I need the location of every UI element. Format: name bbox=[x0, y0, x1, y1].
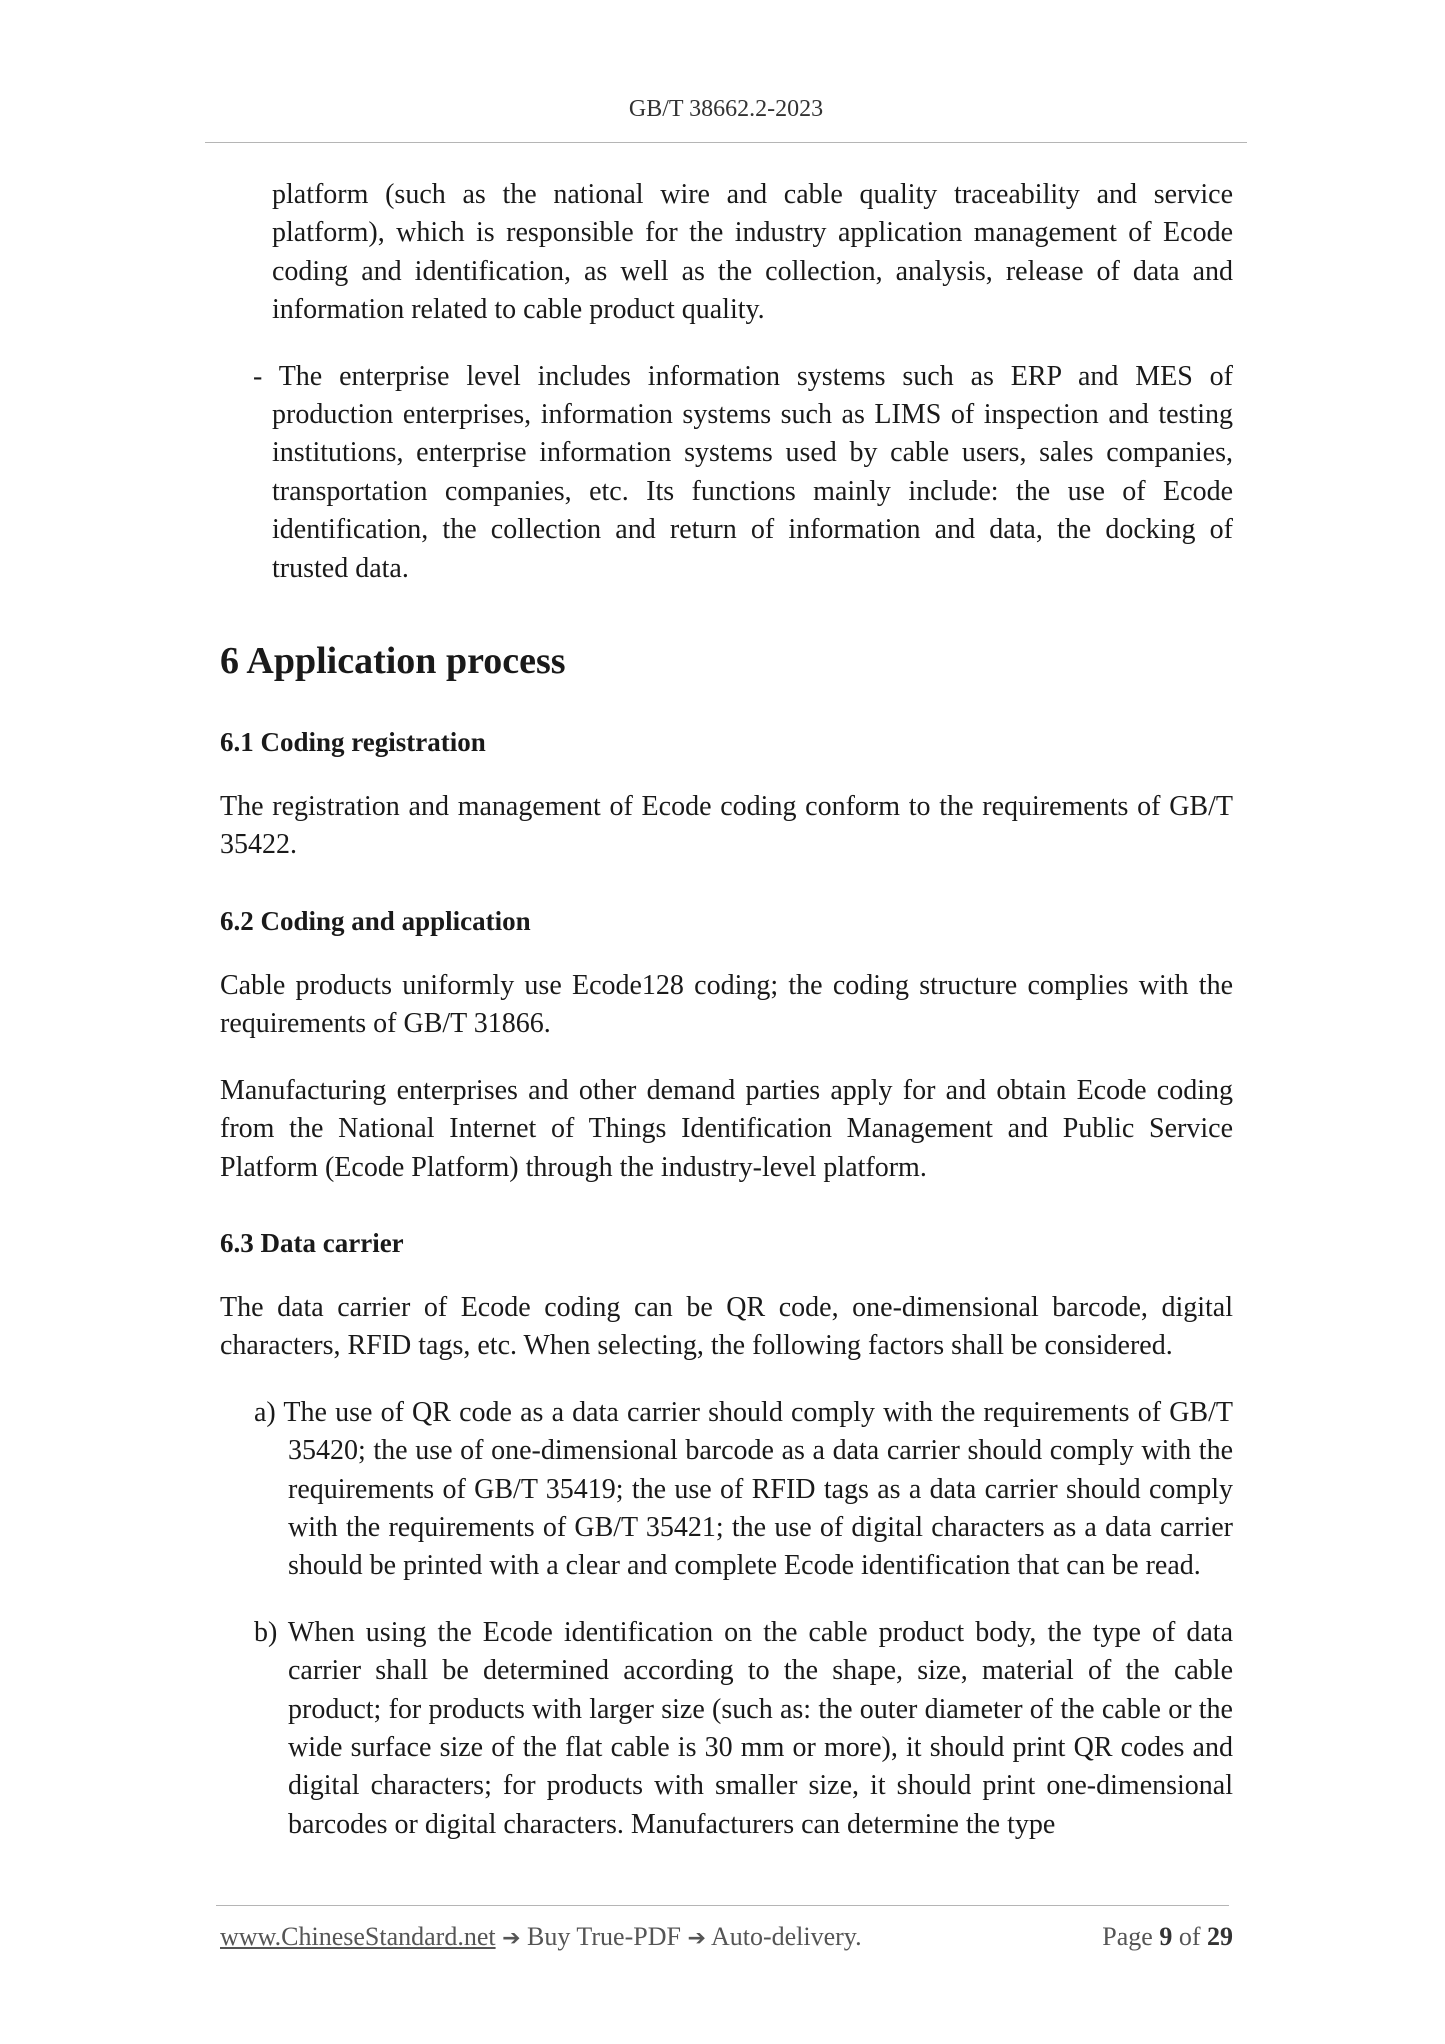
standard-number: GB/T 38662.2-2023 bbox=[628, 96, 824, 122]
section-6-2-paragraph-2: Manufacturing enterprises and other demand parties apply for and obtain Ecode coding from the National Internet of Things Identification Management and Public Service Platform (Ecode Platform) through the industry-level platform. bbox=[220, 1074, 1233, 1183]
auto-delivery-text: Auto-delivery. bbox=[710, 1922, 862, 1951]
section-6-2-heading: 6.2 Coding and application bbox=[220, 905, 531, 936]
enterprise-level-text: The enterprise level includes information systems such as ERP and MES of production enterprises, information systems such as LIMS of inspection and testing institutions, enterprise information systems used by cable users, sales companies, transportation companies, etc. Its functions mainly include: the use of Ecode identification, the collection and return of information and data, the docking of trusted data. bbox=[272, 360, 1233, 584]
footer-promo bbox=[220, 1922, 862, 1952]
section-6-3-heading: 6.3 Data carrier bbox=[220, 1227, 404, 1258]
page-indicator bbox=[1102, 1922, 1233, 1952]
section-6-2-paragraph-1: Cable products uniformly use Ecode128 coding; the coding structure complies with the requirements of GB/T 31866. bbox=[220, 969, 1233, 1040]
arrow-right-icon: ➔ bbox=[687, 1926, 706, 1951]
current-page-number: 9 bbox=[1159, 1922, 1173, 1951]
dash-marker: - bbox=[253, 360, 263, 392]
section-6-1-paragraph: The registration and management of Ecode coding conform to the requirements of GB/T 35422. bbox=[220, 791, 1233, 861]
document-header bbox=[205, 96, 1247, 123]
buy-true-pdf-text: Buy True-PDF bbox=[527, 1922, 681, 1951]
list-item-b-text: When using the Ecode identification on the cable product body, the type of data carrier shall be determined according to the shape, size, material of the cable product; for products with larger size (such as: the outer diameter of the cable or the wide surface size of the flat cable is 30 mm or more), it should print QR codes and digital characters; for products with smaller size, it should print one-dimensional barcodes or digital characters. Manufacturers can determine the type bbox=[287, 1616, 1233, 1840]
list-item-b bbox=[220, 1614, 1233, 1844]
site-link[interactable]: www.ChineseStandard.net bbox=[220, 1922, 496, 1951]
arrow-right-icon: ➔ bbox=[502, 1926, 521, 1951]
section-6-heading: 6 Application process bbox=[220, 640, 566, 683]
list-marker-a: a) bbox=[254, 1396, 276, 1428]
header-divider bbox=[205, 142, 1247, 143]
enterprise-level-item bbox=[220, 358, 1233, 588]
page-label: Page bbox=[1102, 1922, 1153, 1951]
list-marker-b: b) bbox=[254, 1616, 278, 1648]
page-body bbox=[220, 176, 1233, 1844]
footer-divider bbox=[216, 1905, 1229, 1906]
section-6-1-heading: 6.1 Coding registration bbox=[220, 727, 486, 758]
list-item-a bbox=[220, 1394, 1233, 1586]
continued-list-item: platform (such as the national wire and cable quality traceability and service platform), which is responsible for the industry application management of Ecode coding and identification, as well as the collection, analysis, release of data and information related to cable product quality. bbox=[272, 179, 1233, 326]
list-item-a-text: The use of QR code as a data carrier should comply with the requirements of GB/T 35420; the use of one-dimensional barcode as a data carrier should comply with the requirements of GB/T 35419; the use of RFID tags as a data carrier should comply with the requirements of GB/T 35421; the use of digital characters as a data carrier should be printed with a clear and complete Ecode identification that can be read. bbox=[283, 1396, 1233, 1582]
section-6-3-paragraph: The data carrier of Ecode coding can be QR code, one-dimensional barcode, digital characters, RFID tags, etc. When selecting, the following factors shall be considered. bbox=[220, 1291, 1233, 1362]
total-page-count: 29 bbox=[1207, 1922, 1233, 1951]
page-of-label: of bbox=[1178, 1922, 1201, 1951]
